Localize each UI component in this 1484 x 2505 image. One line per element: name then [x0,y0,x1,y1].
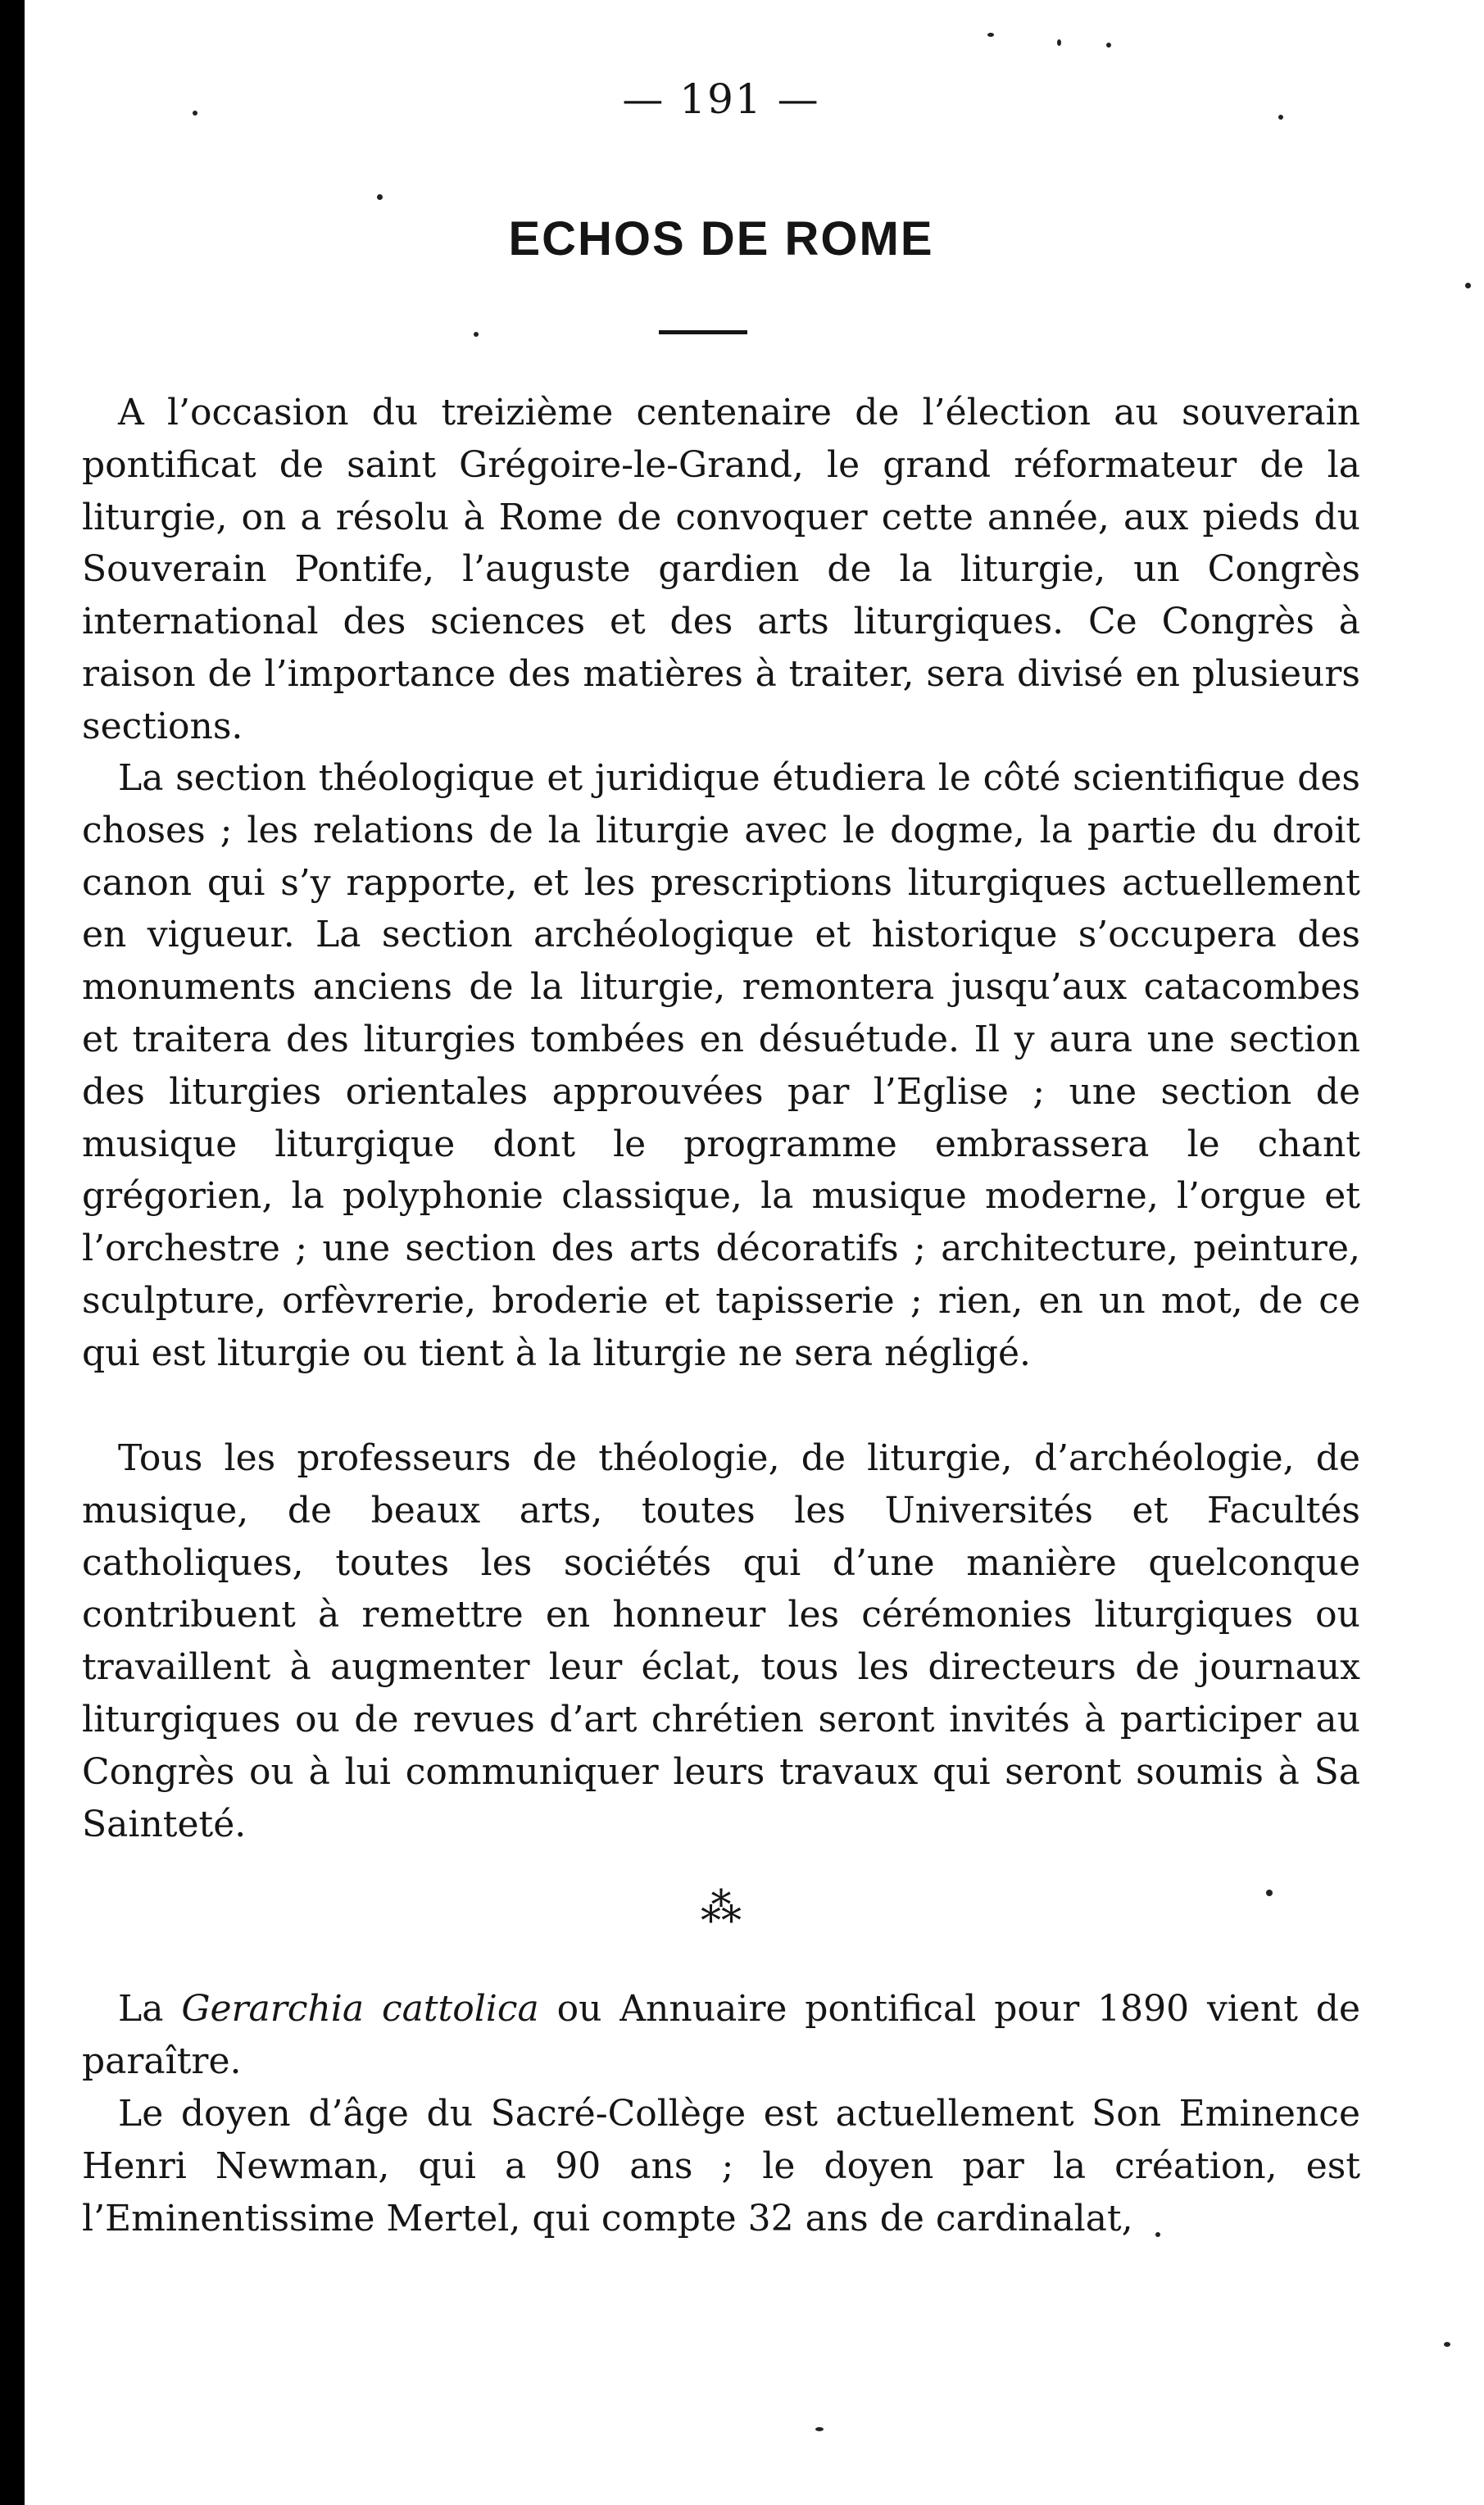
paragraph-congress-announcement: A l’occasion du treizième centenaire de l’élection au souverain pontificat de saint Grégoire-le-Grand, le grand réformateur de la liturgie, on a résolu à Rome de convoquer cette année, aux pieds du Souverain Pontife, l’auguste gardien de la liturgie, un Congrès international des sciences et des arts liturgiques. Ce Congrès à raison de l’importance des matières à traiter, sera divisé en plusieurs sections. [82,392,1360,747]
scan-speck [987,33,994,37]
scan-speck [377,194,383,200]
scan-speck [1155,2232,1160,2237]
paragraph-text-end: ou Annuaire pontifical pour 1890 vient de paraître. [82,1988,1361,2082]
scan-speck [815,2427,824,2431]
paragraph-sacred-college-dean: Le doyen d’âge du Sacré-Collège est actuellement Son Eminence Henri Newman, qui a 90 ans ; le doyen par la création, est l’Eminentissime Mertel, qui compte 32 ans de cardinalat, [82,2093,1360,2240]
section-title: ECHOS DE ROME [508,212,934,265]
scan-speck [1057,39,1061,46]
paragraph-congress-invitations: Tous les professeurs de théologie, de liturgie, d’archéologie, de musique, de beaux arts, toutes les Universités et Facultés catholiques, toutes les sociétés qui d’une manière quelconque contribuent à remettre en honneur les cérémonies liturgiques ou travaillent à augmenter leur éclat, tous les directeurs de journaux liturgiques ou de revues d’art chrétien seront invités à participer au Congrès ou à lui communiquer leurs travaux qui seront soumis à Sa Sainteté. [82,1437,1360,1845]
page-number: — 191 — [622,75,820,123]
publication-title-italic: Gerarchia cattolica [181,1988,539,2030]
scan-speck [1278,115,1283,120]
scan-speck [193,111,197,116]
scan-speck [474,332,479,337]
scan-speck [1266,1890,1273,1896]
scan-speck [1444,2342,1450,2347]
book-page [82,0,1360,2505]
scan-speck [1465,283,1471,288]
page-binding-edge [0,0,25,2505]
scan-speck [1106,43,1111,48]
asterism-separator: ⁂ [701,1884,742,1931]
title-divider-rule [659,330,747,334]
paragraph-congress-sections: La section théologique et juridique étudiera le côté scientifique des choses ; les relations de la liturgie avec le dogme, la partie du droit canon qui s’y rapporte, et les prescriptions liturgiques actuellement en vigueur. La section archéologique et historique s’occupera des monuments anciens de la liturgie, remontera jusqu’aux catacombes et traitera des liturgies tombées en désuétude. Il y aura une section des liturgies orientales approuvées par l’Eglise ; une section de musique liturgique dont le programme embrassera le chant grégorien, la polyphonie classique, la musique moderne, l’orgue et l’orchestre ; une section des arts décoratifs ; architecture, peinture, sculpture, orfèvrerie, broderie et tapisserie ; rien, en un mot, de ce qui est liturgie ou tient à la liturgie ne sera négligé. [82,757,1360,1374]
paragraph-gerarchia-cattolica [82,1983,1360,2088]
paragraph-text-start: La [118,1988,182,2030]
